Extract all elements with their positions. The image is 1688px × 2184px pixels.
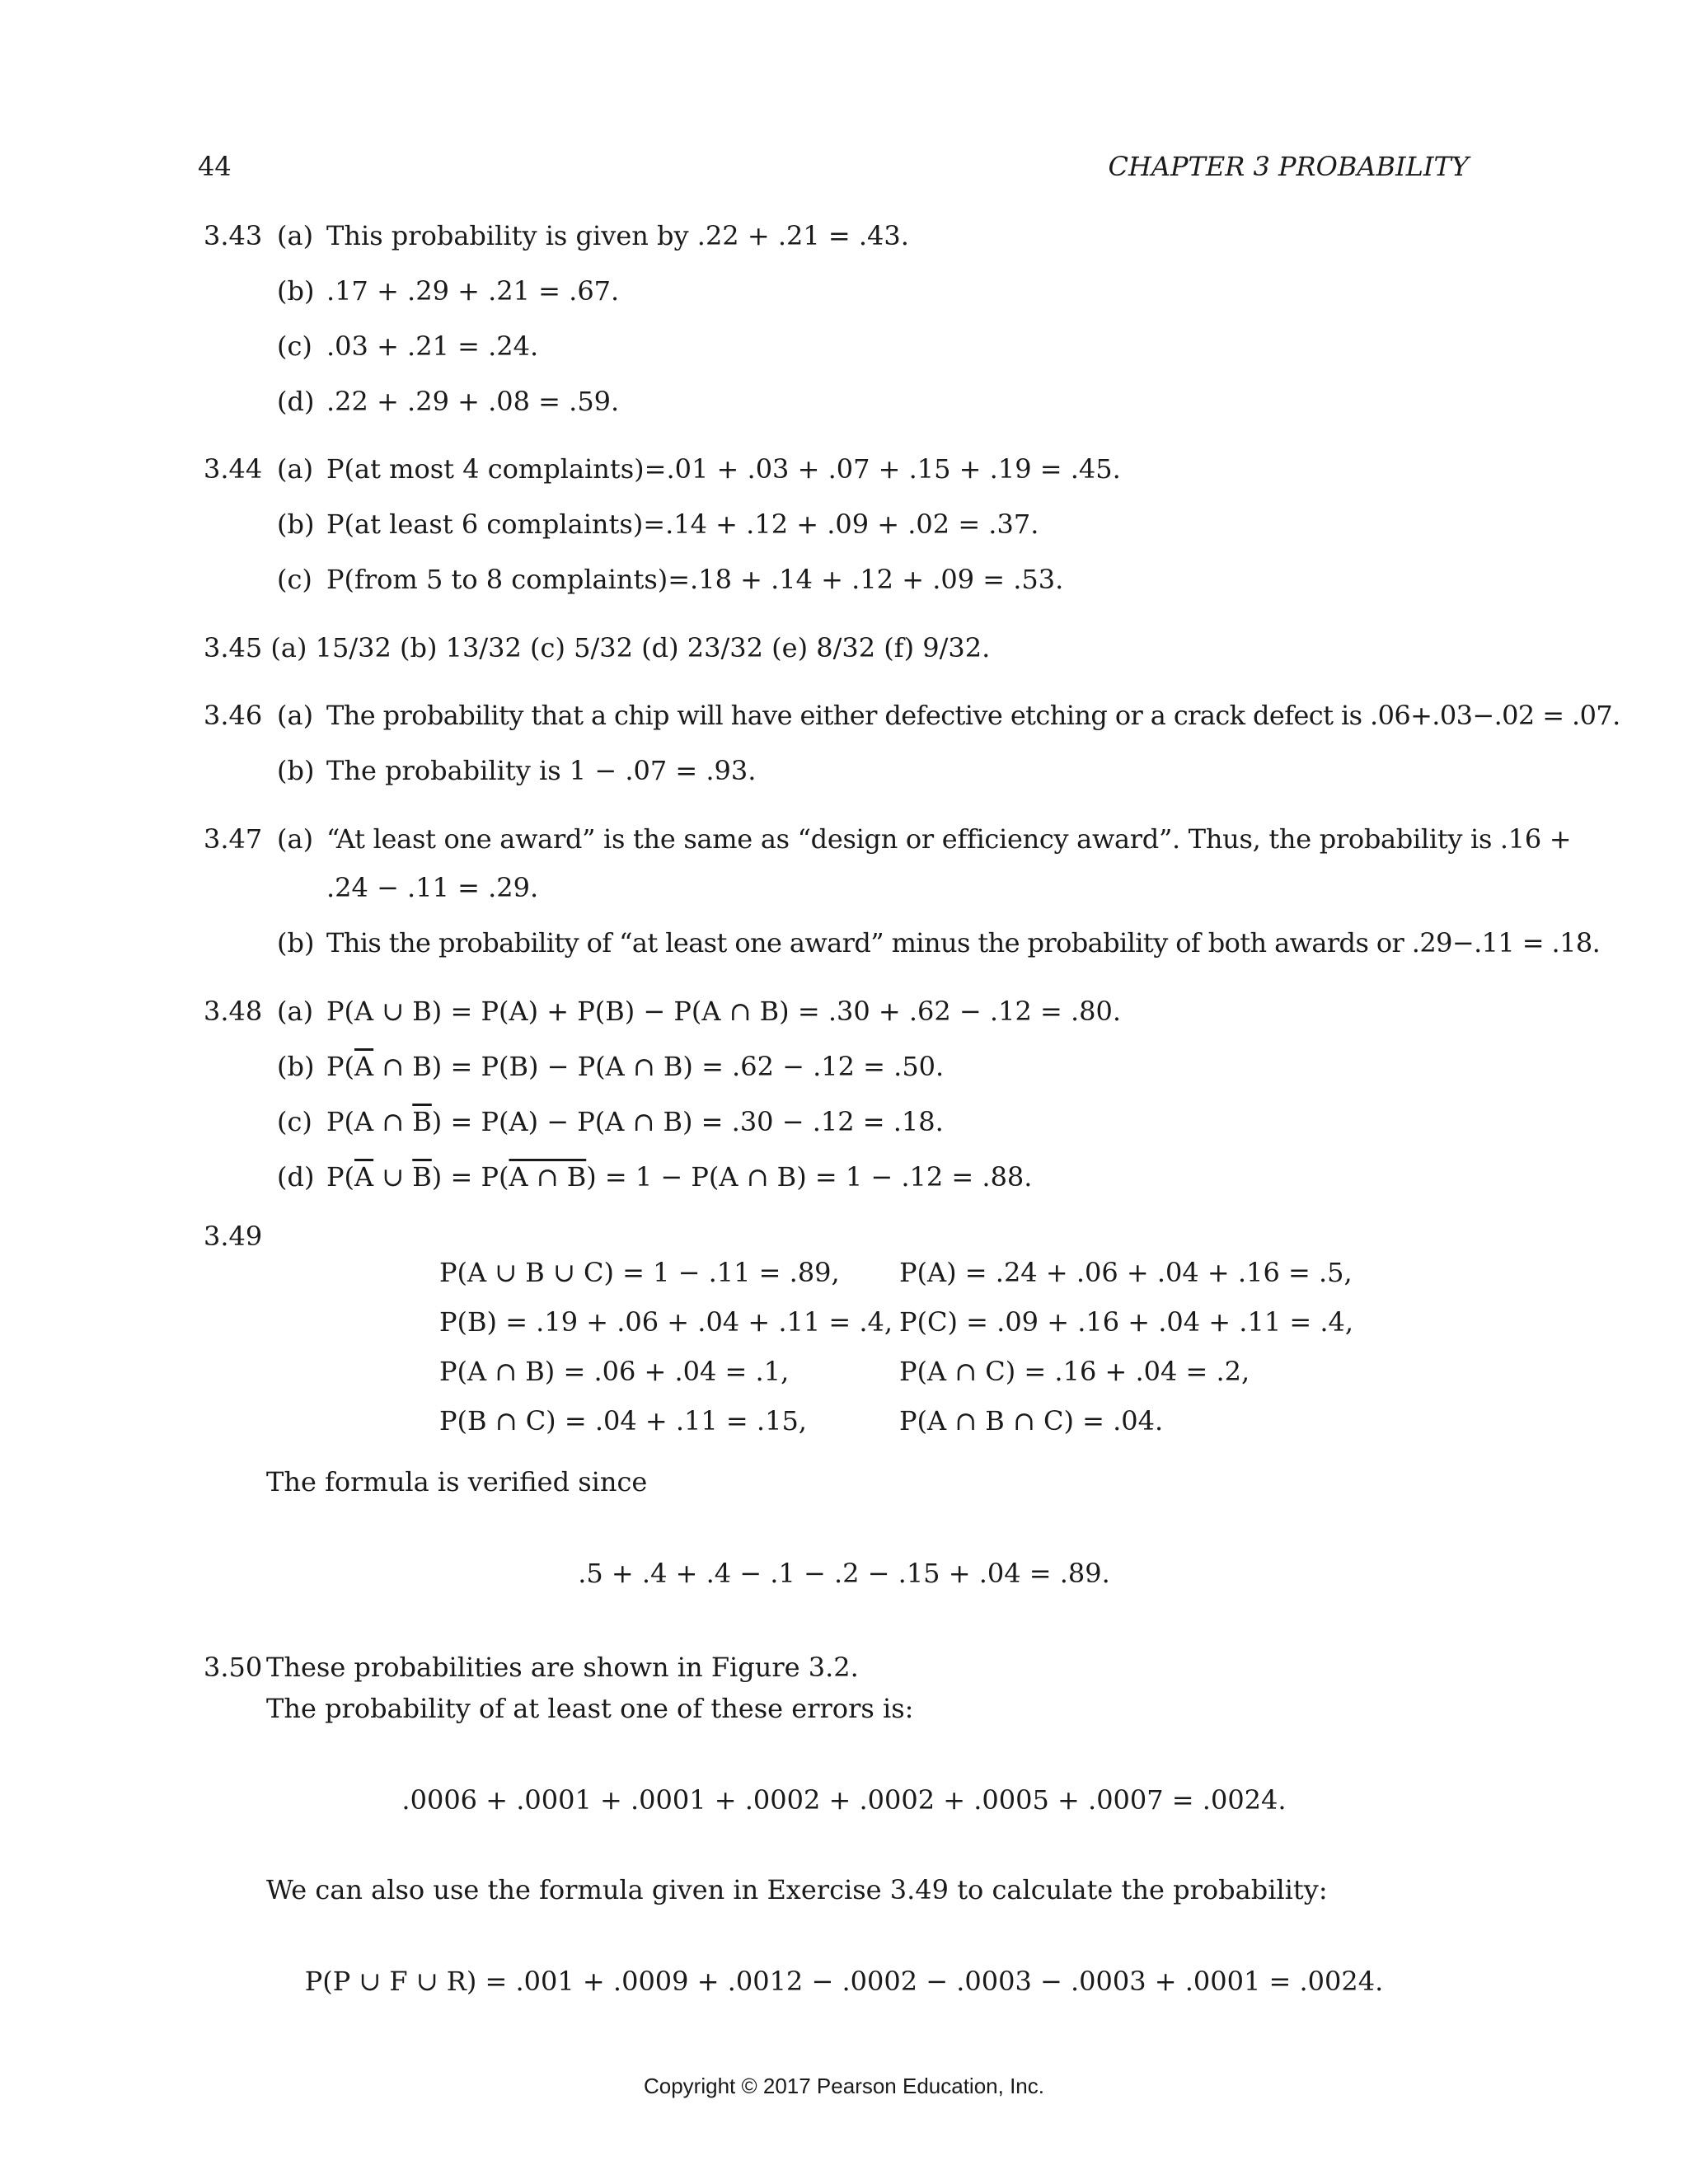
equation: P(A ∪ B ∪ C) = 1 − .11 = .89, <box>439 1257 840 1288</box>
exercise-number: 3.50 <box>204 1652 263 1683</box>
part-label: (b) <box>277 755 315 786</box>
equation: P(A ∩ C) = .16 + .04 = .2, <box>899 1356 1250 1387</box>
part-label: (c) <box>277 1106 312 1137</box>
exercise-number: 3.47 <box>204 823 263 855</box>
answer-text: P(A ∩ $\overline{B}) = P(A) - P(A$ ∩ B) = .30 − .12 = .18. <box>326 1106 944 1137</box>
part-label: (b) <box>277 509 315 540</box>
display-equation: P(P ∪ F ∪ R) = .001 + .0009 + .0012 − .0002 − .0003 − .0003 + .0001 = .0024. <box>304 1966 1384 1997</box>
part-label: (b) <box>277 927 315 958</box>
copyright-notice: Copyright © 2017 Pearson Education, Inc. <box>643 2074 1044 2098</box>
exercise-number: 3.44 <box>204 453 263 485</box>
answer-text: We can also use the formula given in Exercise 3.49 to calculate the probability: <box>266 1874 1328 1905</box>
chapter-title: CHAPTER 3 PROBABILITY <box>1108 151 1469 182</box>
display-equation: .5 + .4 + .4 − .1 − .2 − .15 + .04 = .89. <box>578 1558 1110 1589</box>
part-label: (d) <box>277 1161 315 1193</box>
answer-text: The probability that a chip will have either defective etching or a crack defect is .06+.03−.02 = .07. <box>326 700 1620 731</box>
answer-text: P(A ∪ B) = P(A) + P(B) − P(A ∩ B) = .30 + .62 − .12 = .80. <box>326 996 1122 1027</box>
answer-text: The probability of at least one of these errors is: <box>266 1693 914 1724</box>
page-number: 44 <box>198 151 232 182</box>
part-label: (c) <box>277 330 312 362</box>
answer-text-continued: .24 − .11 = .29. <box>326 872 539 903</box>
equation: P(A ∩ B) = .06 + .04 = .1, <box>439 1356 790 1387</box>
answer-text: The probability is 1 − .07 = .93. <box>326 755 757 786</box>
answer-text: .22 + .29 + .08 = .59. <box>326 386 620 417</box>
answer-text: This probability is given by .22 + .21 = .43. <box>326 220 909 251</box>
answer-text: P(at least 6 complaints)=.14 + .12 + .09 + .02 = .37. <box>326 509 1039 540</box>
answer-text: .03 + .21 = .24. <box>326 330 539 362</box>
part-label: (b) <box>277 275 315 307</box>
answer-text: This the probability of “at least one award” minus the probability of both awards or .29−.11 = .18. <box>326 927 1601 958</box>
answer-text: “At least one award” is the same as “design or efficiency award”. Thus, the probability is .16 + <box>326 823 1572 855</box>
part-label: (a) <box>277 220 314 251</box>
part-label: (a) <box>277 700 314 731</box>
answer-text: .17 + .29 + .21 = .67. <box>326 275 620 307</box>
answer-text: 3.45 (a) 15/32 (b) 13/32 (c) 5/32 (d) 23/32 (e) 8/32 (f) 9/32. <box>204 632 991 663</box>
exercise-number: 3.46 <box>204 700 263 731</box>
equation: P(B) = .19 + .06 + .04 + .11 = .4, <box>439 1306 893 1338</box>
equation: P(A) = .24 + .06 + .04 + .16 = .5, <box>899 1257 1353 1288</box>
answer-text: The formula is verified since <box>266 1466 648 1497</box>
equation: P(B ∩ C) = .04 + .11 = .15, <box>439 1405 807 1436</box>
equation: P(C) = .09 + .16 + .04 + .11 = .4, <box>899 1306 1354 1338</box>
part-label: (a) <box>277 996 314 1027</box>
part-label: (a) <box>277 453 314 485</box>
exercise-number: 3.49 <box>204 1221 263 1252</box>
equation: P(A ∩ B ∩ C) = .04. <box>899 1405 1164 1436</box>
display-equation: .0006 + .0001 + .0001 + .0002 + .0002 + .0005 + .0007 = .0024. <box>401 1784 1287 1816</box>
part-label: (d) <box>277 386 315 417</box>
part-label: (a) <box>277 823 314 855</box>
answer-text: $P(\overline{A}$ ∪ $\overline{B}) = P(A$ ∩ B) = 1 − P(A ∩ B) = 1 − .12 = .88. <box>326 1161 1033 1193</box>
part-label: (c) <box>277 564 312 595</box>
part-label: (b) <box>277 1051 315 1082</box>
answer-text: P(at most 4 complaints)=.01 + .03 + .07 + .15 + .19 = .45. <box>326 453 1121 485</box>
exercise-number: 3.48 <box>204 996 263 1027</box>
answer-text: $P(\overline{A}$ ∩ B) = P(B) − P(A ∩ B) = .62 − .12 = .50. <box>326 1051 945 1082</box>
exercise-number: 3.43 <box>204 220 263 251</box>
answer-text: These probabilities are shown in Figure 3.2. <box>266 1652 859 1683</box>
answer-text: P(from 5 to 8 complaints)=.18 + .14 + .12 + .09 = .53. <box>326 564 1064 595</box>
